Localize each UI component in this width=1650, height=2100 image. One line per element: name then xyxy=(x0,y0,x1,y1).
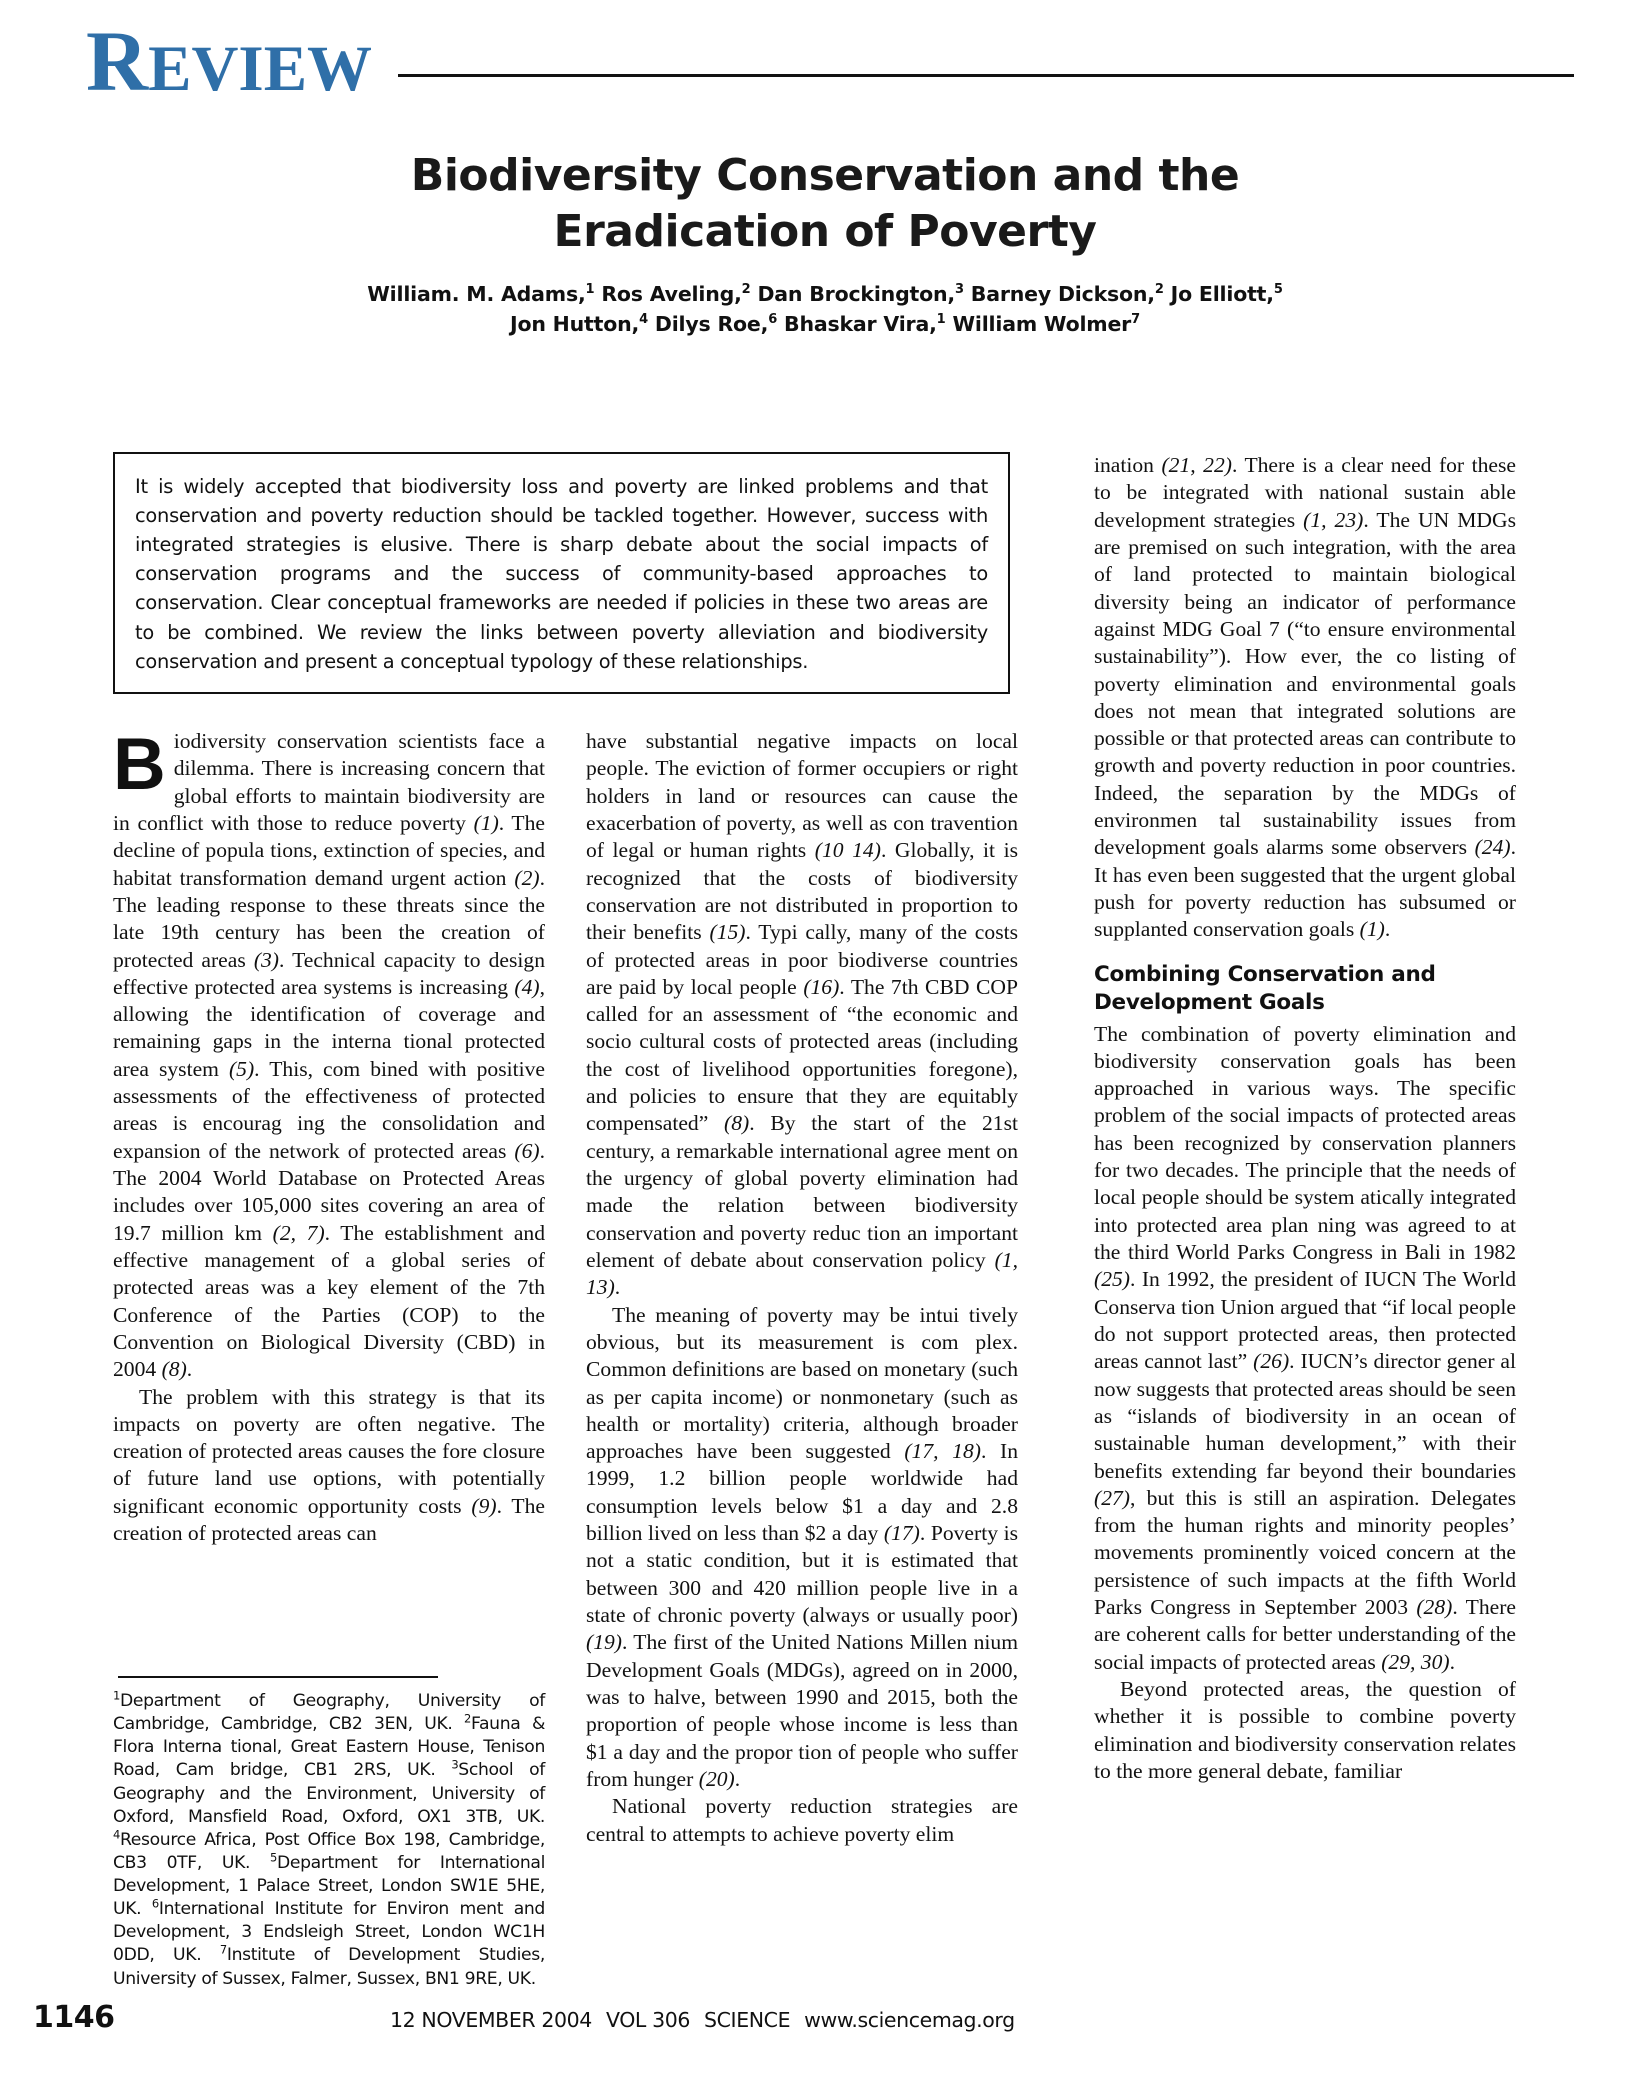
author-affiliation-marker: 4 xyxy=(639,312,648,328)
author-name: Jon Hutton, xyxy=(510,311,640,336)
reference-citation: (27) xyxy=(1094,1485,1130,1510)
reference-citation: (1, 13) xyxy=(586,1247,1018,1300)
abstract-box xyxy=(113,452,1010,694)
affiliation-marker: 2 xyxy=(464,1711,472,1726)
reference-citation: (8) xyxy=(161,1357,187,1382)
affiliation-text: Department for International Development, 1 Palace Street, London SW1E 5HE, UK. xyxy=(113,1852,546,1920)
page-title xyxy=(150,148,1500,261)
review-label-capital: R xyxy=(86,13,149,109)
affiliation-text: Department of Geography, University of Cambridge, Cambridge, CB2 3EN, UK. xyxy=(113,1691,545,1735)
reference-citation: (17, 18) xyxy=(904,1439,981,1464)
author-name: Jo Elliott, xyxy=(1163,281,1274,306)
reference-citation: (1, 23) xyxy=(1303,507,1364,532)
reference-citation: (6) xyxy=(514,1138,540,1163)
title-line-2: Eradication of Poverty xyxy=(553,206,1097,258)
footer-journal: SCIENCE xyxy=(704,2008,791,2032)
affiliation-text: Fauna & Flora Interna tional, Great Eastern House, Tenison Road, Cam bridge, CB1 2RS, UK. xyxy=(113,1714,545,1781)
reference-citation: (4) xyxy=(514,974,540,999)
masthead xyxy=(0,13,1650,128)
author-name: Dan Brockington, xyxy=(750,281,956,306)
paragraph: The problem with this strategy is that its impacts on poverty are often negative. The creation of protected areas causes the fore closure of future land use options, with potentially significant economic opportunity costs (9). The creation of protected areas can xyxy=(113,1384,545,1546)
reference-citation: (19) xyxy=(586,1630,622,1655)
author-name: Ros Aveling, xyxy=(594,281,742,306)
affiliation-marker: 3 xyxy=(451,1757,459,1772)
footer-website: www.sciencemag.org xyxy=(804,2008,1015,2032)
footer-volume: VOL 306 xyxy=(605,2008,691,2032)
page-footer xyxy=(0,2000,1650,2048)
reference-citation: (1) xyxy=(473,810,499,835)
footer-date: 12 NOVEMBER 2004 xyxy=(390,2008,592,2032)
author-affiliation-marker: 6 xyxy=(768,312,778,328)
paragraph: The meaning of poverty may be intui tively obvious, but its measurement is com plex. Common definitions are based on monetary (such as per capita income) or nonmonetary (such as health or mortality) criteria, although broader approaches have been suggested (17, 18). In 1999, 1.2 billion people worldwide had consumption levels below $1 a day and 2.8 billion lived on less than $2 a day (17). Poverty is not a static condition, but it is estimated that between 300 and 420 million people live in a state of chronic poverty (always or usually poor) (19). The first of the United Nations Millen nium Development Goals (MDGs), agreed on in 2000, was to halve, between 1990 and 2015, both the proportion of people whose income is less than $1 a day and the propor tion of people who suffer from hunger (20). xyxy=(586,1302,1018,1791)
reference-citation: (3) xyxy=(253,947,279,972)
author-name: Dilys Roe, xyxy=(647,311,769,336)
reference-citation: (28) xyxy=(1416,1595,1453,1620)
title-line-1: Biodiversity Conservation and the xyxy=(410,150,1240,201)
affiliation-text: Resource Africa, Post Office Box 198, Cambridge, CB3 0TF, UK. xyxy=(113,1829,545,1873)
author-affiliation-marker: 1 xyxy=(585,281,595,297)
body-column-middle xyxy=(586,728,1018,1848)
author-name: William Wolmer xyxy=(945,311,1132,336)
paragraph: The combination of poverty elimination and biodiversity conservation goals has been approached in various ways. The specific problem of the social impacts of protected areas has been recognized by conservation planners for two decades. The principle that the needs of local people should be system atically integrated into protected area plan ning was agreed to at the third World Parks Congress in Bali in 1982 (25). In 1992, the president of IUCN The World Conserva tion Union argued that “if local people do not support protected areas, then protected areas cannot last” (26). IUCN’s director gener al now suggests that protected areas should be seen as “islands of biodiversity in an ocean of sustainable human development,” with their benefits extending far beyond their boundaries (27), but this is still an aspiration. Delegates from the human rights and minority peoples’ movements prominently voiced concern at the persistence of such impacts at the fifth World Parks Congress in September 2003 (28). There are coherent calls for better understanding of the social impacts of protected areas (29, 30). xyxy=(1094,1021,1516,1674)
affiliation-marker: 6 xyxy=(151,1896,159,1911)
affiliations xyxy=(113,1690,545,1991)
affiliation-marker: 5 xyxy=(270,1850,277,1865)
reference-citation: (15) xyxy=(709,920,746,945)
review-label xyxy=(86,13,373,109)
paragraph-text: iodiversity conservation scientists face a dilemma. There is increasing concern that global efforts to maintain biodiversity are in conflict with those to reduce poverty (1). The decline of popula tions, extinction of species, and habitat transformation demand urgent action (2). The leading response to these threats since the late 19th century has been the creation of protected areas (3). Technical capacity to design effective protected area systems is increasing (4), allowing the identification of coverage and remaining gaps in the interna tional protected area system (5). This, com bined with positive assessments of the effectiveness of protected areas is encourag ing the consolidation and expansion of the network of protected areas (6). The 2004 World Database on Protected Areas includes over 105,000 sites covering an area of 19.7 million km (2, 7). The establishment and effective management of a global series of protected areas was a key element of the 7th Conference of the Parties (COP) to the Convention on Biological Diversity (CBD) in 2004 (8). xyxy=(113,729,546,1382)
affiliation-text: Institute of Development Studies, University of Sussex, Falmer, Sussex, BN1 9RE, UK. xyxy=(113,1945,545,1989)
author-line-2 xyxy=(150,309,1500,339)
paragraph: have substantial negative impacts on local people. The eviction of former occupiers or right holders in land or resources can cause the exacerbation of poverty, as well as con travention of legal or human rights (10 14). Globally, it is recognized that the costs of biodiversity conservation are not distributed in proportion to their benefits (15). Typi cally, many of the costs of protected areas in poor biodiverse countries are paid by local people (16). The 7th CBD COP called for an assessment of “the economic and socio cultural costs of protected areas (including the cost of livelihood opportunities foregone), and policies to ensure that they are equitably compensated” (8). By the start of the 21st century, a remarkable international agree ment on the urgency of global poverty elimination had made the relation between biodiversity conservation and poverty reduc tion an important element of debate about conservation policy (1, 13). xyxy=(586,729,1019,1300)
affiliation-marker: 7 xyxy=(219,1942,227,1957)
reference-citation: (2, 7) xyxy=(272,1220,325,1245)
reference-citation: (8) xyxy=(724,1111,750,1136)
author-affiliation-marker: 7 xyxy=(1131,312,1140,328)
author-line-1 xyxy=(150,279,1500,309)
reference-citation: (21, 22) xyxy=(1161,453,1232,477)
reference-citation: (25) xyxy=(1094,1267,1130,1292)
abstract-text: It is widely accepted that biodiversity loss and poverty are linked problems and that conservation and poverty reduction should be tackled together. However, success with integrated strategies is elusive. There is sharp debate about the social impacts of conservation programs and the success of community-based approaches to conservation. Clear conceptual frameworks are needed if policies in these two areas are to be combined. We review the links between poverty alleviation and biodiversity conservation and present a conceptual typology of these relationships. xyxy=(135,475,988,673)
reference-citation: (1) xyxy=(1359,917,1385,942)
body-column-left xyxy=(113,724,546,1547)
affiliation-marker: 4 xyxy=(113,1827,120,1842)
reference-citation: (2) xyxy=(514,865,540,890)
drop-cap: B xyxy=(113,724,166,805)
section-heading: Combining Conservation and Development Goals xyxy=(1094,961,1436,1015)
paragraph: Beyond protected areas, the question of whether it is possible to combine poverty elimination and biodiversity conservation relates to the more general debate, familiar xyxy=(1094,1677,1516,1783)
affiliations-divider xyxy=(118,1676,438,1678)
author-name: William. M. Adams, xyxy=(367,281,586,306)
masthead-divider xyxy=(398,74,1574,77)
author-affiliation-marker: 3 xyxy=(955,281,964,297)
reference-citation: (17) xyxy=(883,1521,920,1546)
paragraph xyxy=(113,724,546,1384)
page-number: 1146 xyxy=(33,2000,115,2035)
author-list xyxy=(150,279,1500,340)
author-affiliation-marker: 2 xyxy=(741,281,751,297)
affiliation-text: School of Geography and the Environment, University of Oxford, Mansfield Road, Oxford, OX1 3TB, UK. xyxy=(113,1760,545,1827)
title-block xyxy=(150,148,1500,339)
reference-citation: (26) xyxy=(1253,1349,1290,1374)
reference-citation: (9) xyxy=(471,1493,497,1518)
review-label-rest: EVIEW xyxy=(148,33,373,105)
reference-citation: (29, 30) xyxy=(1381,1649,1450,1674)
author-name: Barney Dickson, xyxy=(963,281,1155,306)
paragraph: ination (21, 22). There is a clear need for these to be integrated with national sustain able development strategies (1, 23). The UN MDGs are premised on such integration, with the area of land protected to maintain biological diversity being an indicator of performance against MDG Goal 7 (“to ensure environmental sustainability”). How ever, the co listing of poverty elimination and environmental goals does not mean that integrated solutions are possible or that protected areas can contribute to growth and poverty reduction in poor countries. Indeed, the separation by the MDGs of environmen tal sustainability issues from development goals alarms some observers (24). It has even been suggested that the urgent global push for poverty reduction has subsumed or supplanted conservation goals (1). xyxy=(1094,453,1516,942)
author-name: Bhaskar Vira, xyxy=(777,311,937,336)
author-affiliation-marker: 5 xyxy=(1273,281,1283,297)
body-column-right xyxy=(1094,452,1516,1785)
footer-citation xyxy=(390,2008,1015,2032)
affiliation-marker: 1 xyxy=(113,1688,120,1703)
reference-citation: (24) xyxy=(1474,835,1511,860)
reference-citation: (20) xyxy=(698,1766,735,1791)
reference-citation: (5) xyxy=(228,1056,255,1081)
affiliation-text: International Institute for Environ ment and Development, 3 Endsleigh Street, London WC1H 0DD, UK. xyxy=(113,1899,545,1966)
reference-citation: (16) xyxy=(803,974,840,999)
reference-citation: (10 14) xyxy=(814,838,881,863)
author-affiliation-marker: 1 xyxy=(936,312,946,328)
author-affiliation-marker: 2 xyxy=(1154,281,1164,297)
paragraph: National poverty reduction strategies are central to attempts to achieve poverty elim xyxy=(586,1794,1018,1846)
